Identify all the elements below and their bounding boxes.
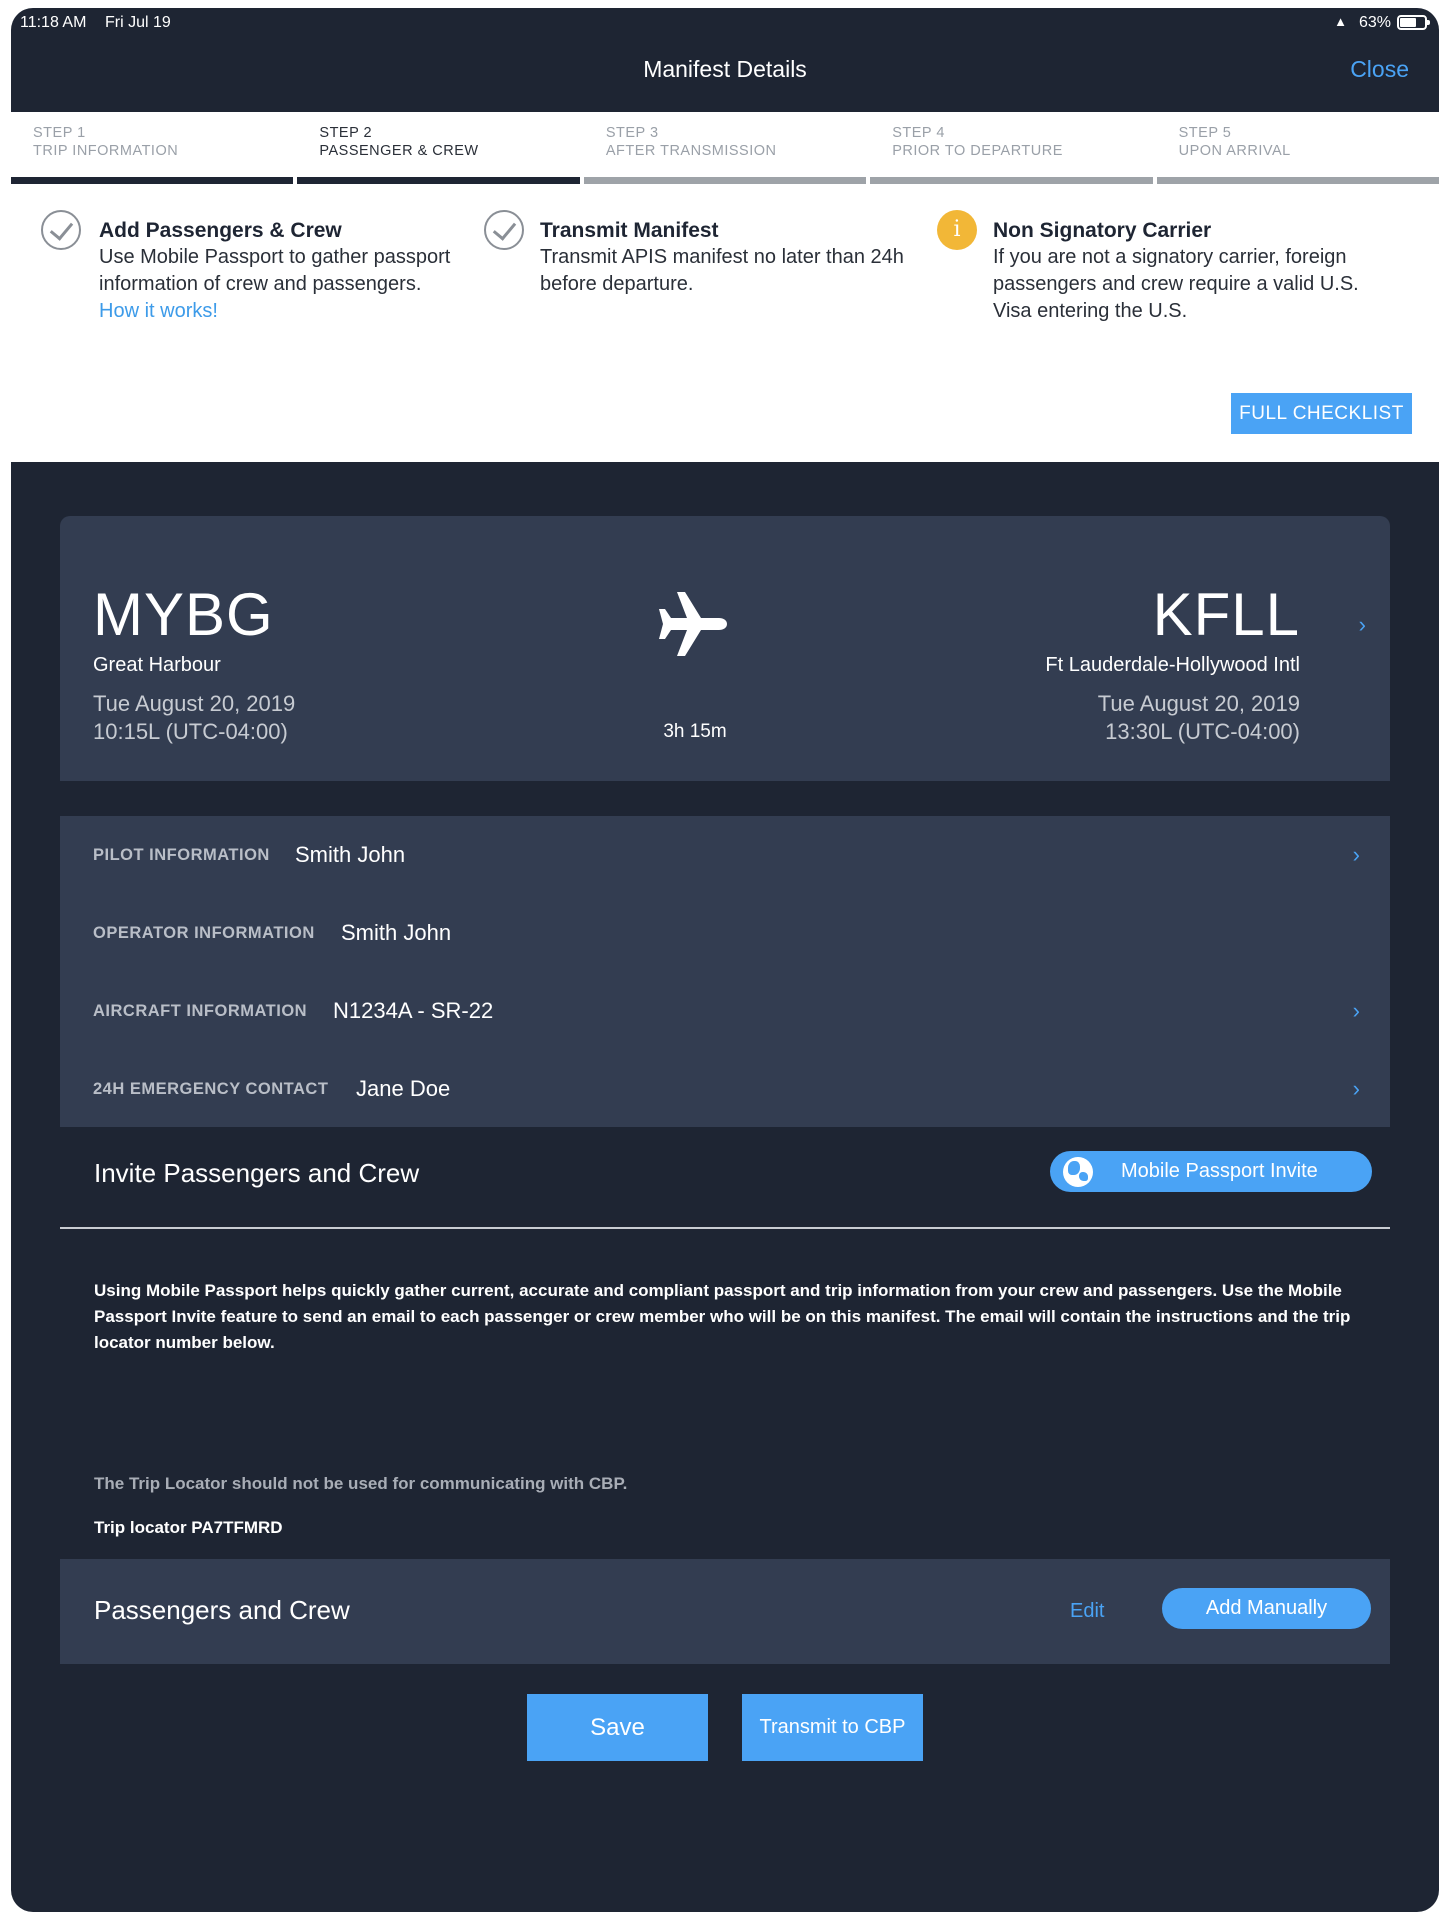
operator-information-row: [60, 894, 1390, 954]
step-number: STEP 5: [1178, 125, 1232, 141]
trip-locator-warning: The Trip Locator should not be used for communicating with CBP.: [94, 1474, 628, 1493]
step-label: AFTER TRANSMISSION: [605, 143, 777, 159]
step-progress: [11, 112, 1439, 184]
pilot-information-value: Smith John: [295, 842, 406, 867]
tip-title: Non Signatory Carrier: [993, 219, 1212, 242]
aircraft-information-row[interactable]: [60, 972, 1390, 1032]
aircraft-information-value: N1234A - SR-22: [333, 998, 494, 1023]
step-label: TRIP INFORMATION: [33, 143, 179, 159]
step-label: PRIOR TO DEPARTURE: [892, 143, 1063, 159]
status-time: 11:18 AM: [20, 14, 87, 31]
tip-body: If you are not a signatory carrier, foreign passengers and crew require a valid U.S. Visa entering the U.S.: [993, 246, 1359, 322]
step-progress-bar: [1157, 177, 1439, 184]
add-manually-button[interactable]: Add Manually: [1162, 1588, 1371, 1629]
origin-name: Great Harbour: [93, 654, 221, 676]
aircraft-information-label: AIRCRAFT INFORMATION: [93, 1002, 308, 1020]
flight-duration: 3h 15m: [663, 721, 727, 742]
step-number: STEP 3: [605, 125, 659, 141]
step-progress-bar: [584, 177, 866, 184]
origin-time: 10:15L (UTC-04:00): [93, 719, 288, 744]
wifi-icon: ▲: [1334, 14, 1347, 29]
step-label: UPON ARRIVAL: [1178, 143, 1291, 159]
chevron-right-icon: ›: [1352, 998, 1360, 1023]
close-button[interactable]: Close: [1350, 56, 1409, 82]
destination-date: Tue August 20, 2019: [1097, 691, 1300, 716]
step-number: STEP 2: [319, 125, 373, 141]
pilot-information-label: PILOT INFORMATION: [93, 846, 270, 864]
tip-body: Transmit APIS manifest no later than 24h before departure.: [540, 246, 904, 295]
origin-datetime: [93, 690, 295, 746]
pilot-information-row[interactable]: [60, 816, 1390, 876]
how-it-works-link[interactable]: How it works!: [99, 300, 218, 322]
airplane-icon: [655, 584, 735, 664]
check-circle-icon: [41, 210, 81, 250]
checklist-panel: [11, 112, 1439, 462]
step-prior-to-departure[interactable]: [870, 112, 1152, 184]
save-button[interactable]: Save: [527, 1694, 708, 1761]
info-icon: i: [937, 210, 977, 250]
destination-datetime: [1098, 690, 1300, 746]
tip-transmit-manifest: [468, 210, 925, 325]
tip-title: Add Passengers & Crew: [99, 219, 342, 242]
tip-body: Use Mobile Passport to gather passport information of crew and passengers.: [99, 246, 451, 295]
tip-add-passengers: [11, 210, 468, 325]
step-after-transmission[interactable]: [584, 112, 866, 184]
destination-time: 13:30L (UTC-04:00): [1105, 719, 1300, 744]
transmit-to-cbp-button[interactable]: Transmit to CBP: [742, 1694, 923, 1761]
tip-non-signatory: [925, 210, 1382, 325]
device-screen: [11, 8, 1439, 1912]
step-progress-bar: [870, 177, 1152, 184]
globe-icon: [1063, 1157, 1093, 1187]
origin-date: Tue August 20, 2019: [93, 691, 296, 716]
operator-information-value: Smith John: [341, 920, 452, 945]
operator-information-label: OPERATOR INFORMATION: [93, 924, 315, 942]
nav-bar: [11, 36, 1439, 112]
chevron-right-icon: ›: [1352, 1076, 1360, 1101]
emergency-contact-label: 24H EMERGENCY CONTACT: [93, 1080, 329, 1098]
status-bar: [11, 8, 1439, 36]
status-date: Fri Jul 19: [105, 14, 171, 31]
mobile-passport-invite-label: Mobile Passport Invite: [1121, 1160, 1318, 1182]
step-label: PASSENGER & CREW: [319, 143, 479, 159]
step-trip-information[interactable]: [11, 112, 293, 184]
emergency-contact-value: Jane Doe: [356, 1076, 451, 1101]
edit-button[interactable]: Edit: [1070, 1600, 1105, 1622]
invite-description: Using Mobile Passport helps quickly gather current, accurate and compliant passport and trip information from your crew and passengers. Use the Mobile Passport Invite feature to send an email to each passenger or crew member who will be on this manifest. The email will contain the instructions and the trip locator number below.: [94, 1281, 1351, 1352]
destination-name: Ft Lauderdale-Hollywood Intl: [1045, 654, 1300, 676]
full-checklist-button[interactable]: FULL CHECKLIST: [1231, 393, 1412, 434]
step-progress-bar: [11, 177, 293, 184]
step-passenger-crew[interactable]: [297, 112, 579, 184]
invite-section-title: Invite Passengers and Crew: [94, 1158, 420, 1188]
tip-title: Transmit Manifest: [540, 219, 719, 242]
origin-code: MYBG: [93, 581, 274, 648]
battery-percentage: 63%: [1358, 14, 1391, 31]
mobile-passport-invite-button[interactable]: [1050, 1151, 1372, 1192]
step-number: STEP 1: [33, 125, 86, 141]
passengers-crew-title: Passengers and Crew: [94, 1595, 350, 1625]
manifest-info-list: [60, 816, 1390, 1127]
emergency-contact-row[interactable]: [60, 1050, 1390, 1110]
step-upon-arrival[interactable]: [1157, 112, 1439, 184]
destination-code: KFLL: [1152, 581, 1300, 648]
battery-icon: [1397, 15, 1427, 30]
section-divider: [60, 1227, 1390, 1229]
chevron-right-icon: ›: [1358, 612, 1366, 637]
chevron-right-icon: ›: [1352, 842, 1360, 867]
step-progress-bar: [297, 177, 579, 184]
checklist-tips: [11, 210, 1439, 325]
trip-locator: Trip locator PA7TFMRD: [94, 1518, 283, 1537]
page-title: Manifest Details: [643, 56, 807, 82]
step-number: STEP 4: [892, 125, 945, 141]
check-circle-icon: [484, 210, 524, 250]
passengers-crew-section: [60, 1559, 1390, 1664]
flight-route-card[interactable]: [60, 516, 1390, 781]
